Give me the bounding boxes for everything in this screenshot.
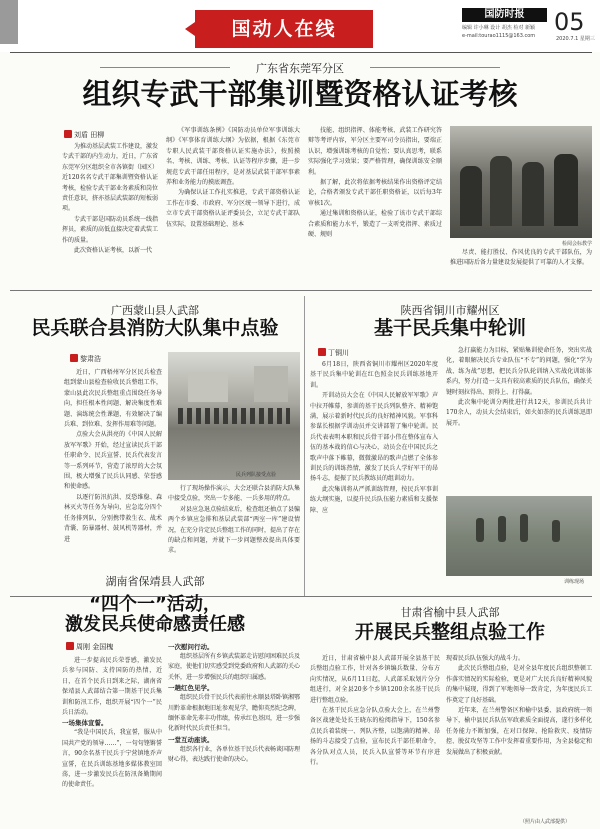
article2-photo — [168, 352, 300, 480]
article3-kicker: 陕西省铜川市耀州区 — [400, 304, 500, 317]
paragraph: 以逐行防汛抗洪、反恐维稳、森林灭火等任务为导向，应急迄分四个任务排列队，分别携带救生衣、战术背囊、防暴器材、鼓风机等器材，并进 — [64, 493, 162, 543]
byline-marker-icon — [64, 130, 72, 138]
page-number: 05 — [554, 8, 585, 36]
article1-col4 — [450, 248, 592, 284]
paragraph: 进一步提高民兵荣誉感，激发民兵参与国防、支持国防的热情，近日，在首个民兵日到来之际，湖南省保靖县人武部结合第一期基干民兵集训和防汛工作，组织开展“四个一”民兵日活动。 — [62, 657, 162, 717]
paragraph: 开训动员大会在《中国人民解放军军歌》声中拉开帷幕，参训的基干民兵列队整齐、精神饱满，展示着新时代民兵的良好精神风貌。军事科参谋长根据学训动员并交讲部署了集中轮训。民兵代表表明本职和民兵骨干部小伟在整体宣布入伍的基本战的信心与决心，动员会在中国民兵之歌声中落下帷幕，微微激昂的歌声点燃了全体参训民兵的训练热情，激发了民兵人学好军干的昂扬斗志，提振了民兵教练员的组训动力。 — [310, 392, 438, 483]
paragraph: 此次集训将从严抓训练管理，按民兵军事训练大纲实施，以提升民兵队伍能力素质和支援保障、应 — [310, 485, 438, 514]
paragraph: 专武干部是国防动员系统一线指挥员，素质的高低直接决定着武装工作的质量。 — [62, 215, 158, 244]
paragraph: 对县应急退点验结束后，检查组还抽点了县骗两个乡镇应急排和基层武装部“两室一库”建设情况，在充分肯定民兵整组工作的同时，提出了存在的缺点和问题，并就下一步问题整改提出具体要求。 — [168, 505, 300, 555]
section-divider — [10, 290, 592, 291]
paragraph: 近日，甘肃省榆中县人武部开展全县基干民兵整组点验工作，针对各乡镇编兵数量、分布方向实情况，从6月11日起，人武部采取划片分分组进行，对全县20多个乡镇1200余名基干民兵进行整组点验。 — [310, 655, 440, 704]
article3-author: 丁铜川 — [328, 349, 349, 357]
paragraph: “我是中国民兵，我宣誓，服从中国共产党的领导……”，一句句铿锵誓言，90余名基干民兵于宁营镇地乔声宣誓，在民兵训练基地多媒体教室回荡，进一步激发民兵在防汛备勤期间的使命责任。 — [62, 729, 162, 789]
kicker-rule-right — [370, 67, 500, 68]
article1-photo — [450, 126, 592, 238]
photo-building — [188, 372, 228, 402]
editors-line: 编辑 许小琳 设计 胡杰 检对 新颖 — [462, 25, 535, 31]
article1-col3 — [308, 126, 442, 282]
photo-figure — [490, 156, 512, 226]
article5-headline: 开展民兵整组点验工作 — [354, 621, 545, 643]
paragraph: 此次资格认证考核，以新一代 — [74, 247, 153, 255]
email-line: e-mail:tourao1115@163.com — [462, 33, 536, 39]
article1-headline: 组织专武干部集训暨资格认证考核 — [82, 77, 518, 111]
article1-col1 — [62, 142, 158, 282]
column-divider — [304, 296, 305, 596]
article3-col2 — [446, 346, 592, 496]
article1-author: 刘盾 田柳 — [74, 131, 105, 139]
article2-caption: 民兵列队接受点验 — [236, 472, 277, 478]
article4-col1 — [62, 656, 162, 826]
date-line: 2020.7.1 星期三 — [556, 36, 595, 42]
corner-bar — [0, 0, 18, 44]
paragraph: 急打赢能力为目标，紧贴集训使命任务，突出实战化，着眼解决民兵专业队伍“不专”的问题，强化“学为战、练为战”思想，把民兵分队轮训纳入实战化训练体系内，努力打造一支具有较高素质的民兵队伍，确保关键时刻拉得出、顶得上、打得赢。 — [446, 347, 592, 396]
photo-troops — [178, 408, 290, 424]
photo-building — [254, 366, 288, 402]
article2-byline — [70, 354, 101, 364]
paragraph: 据了解，此次将依据考核结果作出资格评定结论，合格者颁发专武干部任职资格证，以后每3年审核1次。 — [308, 179, 442, 207]
photo-figure — [498, 516, 506, 542]
article3-col1 — [310, 360, 438, 592]
paragraph: 行了现场操作演示，大会还联合县消防大队集中接受点验，突出一专多能、一兵多用的特点。 — [168, 485, 300, 503]
paragraph: 此次集中轮训分两批进行共12天，参训民兵共计170余人，动员大会结束后，如火如荼的民兵训练迅即展开。 — [446, 399, 592, 427]
article1-col2 — [166, 126, 300, 282]
article2-headline: 民兵联合县消防大队集中点验 — [31, 317, 279, 339]
article2-kicker: 广西蒙山县人武部 — [111, 304, 199, 317]
paragraph: 组织民兵骨干民兵代表前往永顺县塔卧镇湘鄂川黔革命根据地旧址参观见学，瞻仰英烈纪念碑，缅怀革命先辈丰功伟绩，传承红色基因，进一步强化新时代民兵责任担当。 — [168, 694, 300, 733]
photo-figure — [554, 154, 578, 226]
article4-headline-line2: 激发民兵使命感责任感 — [65, 614, 245, 635]
paragraph: 现着民兵队伍强大的战斗力。 — [446, 655, 525, 662]
article1-byline — [64, 130, 104, 140]
article2-author: 黎肃浩 — [80, 355, 101, 363]
article1-kicker: 广东省东莞军分区 — [256, 62, 344, 75]
byline-marker-icon — [66, 642, 74, 650]
article3-photo — [446, 496, 592, 576]
photo-figure — [552, 520, 560, 542]
paragraph: 近日，广西梧州军分区民兵检查组到蒙山县检查验收民兵整组工作，蒙山县此次民兵整组重点围绕任务导向，担任根本性问题、解决集度性难题、演练统会性课题，有效解决了编兵难、到位难、发挥作用难等问题。 — [64, 369, 162, 429]
photo-figure — [520, 514, 528, 542]
paragraph: 为确保认证工作扎实推进，专武干部资格认证工作在市委、市政府、军分区统一领导下进行，成立市专武干部资格认证评委员会，立足专武干部队伍实际，设置基础理论、基本 — [166, 189, 300, 228]
article5-kicker: 甘肃省榆中县人武部 — [400, 606, 500, 619]
subhead: 一次慰问行动。 — [168, 643, 214, 651]
newspaper-logo: 国防时报 — [462, 8, 547, 22]
paragraph: 在基干民兵应急分队点验大会上，在兰州警备区战建处处长王晓东的检阅指导下，150名参点民兵着装统一、列队齐整，以饱满的精神、昂扬的斗志接受了点验，宣布民兵干部任职命令，各分队对点人员，民兵入队宣誓等环节有序进行。 — [310, 707, 440, 767]
byline-marker-icon — [318, 348, 326, 356]
photo-figure — [476, 518, 484, 542]
article1-caption: 检阅会标教学 — [562, 241, 593, 247]
article5-col1 — [310, 654, 440, 826]
header-rule — [10, 52, 592, 53]
article4-byline — [66, 642, 113, 652]
article2-col1 — [64, 368, 162, 558]
article5-col2 — [446, 654, 592, 816]
paragraph: 6月18日，陕西省铜川市耀州区2020年度基干民兵集中轮训在红色照金民兵训练基地开训。 — [310, 361, 438, 389]
paragraph: 点验大会从洪亮的《中国人民解放军军歌》开始，经过宣读民兵干部任职命令、民兵宣誓、民兵代表发言等一系列环节，营造了浓厚的大会氛围，极大增强了民兵认同感、荣誉感和使命感。 — [64, 431, 162, 491]
paragraph: 近年来，在兰州警备区和榆中县委、县政府统一领导下，榆中县民兵队伍军政素质全面提高，遂行多样化任务能力不断加强，在对口保障、抢险救灾、疫情防控、脱贫攻坚等工作中发挥着重要作用，为全县稳定和发展做出了积极贡献。 — [446, 707, 592, 756]
photo-figure — [522, 162, 544, 226]
paragraph: 组织各行业，各单位基干民兵代表畅谈国防理财心得，表达践行使命的决心。 — [168, 745, 300, 764]
paragraph: 《军事训练条例》《国防动员单位军事训练大纲》《军事体育训练大纲》为依据，根据《东莞市专职人民武装干部资格认证实施办法》，按照摸名、考核、训练、考核、认证等程序步骤，进一步规范专武干部任用程序，是对基层武装干部军事素养和业务能力的摸底调查。 — [166, 127, 300, 187]
photo-figure — [460, 166, 482, 226]
paragraph: 通过集训和资格认证，检验了该市专武干部综合素质和能力水平，锻造了一支听党指挥、素质过硬、规则 — [308, 210, 442, 239]
article3-byline — [318, 348, 349, 358]
paragraph: 此次民兵整组点验，是对全县年度民兵组织整顿工作落实情况的实际检验，更是对广大民兵良好精神风貌的集中展现，得到了军地领导一致肯定，为年度民兵工作奠定了良好基础。 — [446, 665, 592, 704]
paragraph: 组织基层所有乡镇武装部走访慰问困难民兵及家庭，使他们切实感受到党委政府和人武部的关心关怀，进一步增强民兵的组织归属感。 — [168, 653, 300, 681]
article4-col2 — [168, 642, 300, 826]
subhead: 一场集体宣誓。 — [62, 719, 108, 728]
byline-marker-icon — [70, 354, 78, 362]
subhead: 一趟红色见学。 — [168, 684, 214, 693]
kicker-rule-left — [100, 67, 230, 68]
article2-col2 — [168, 484, 300, 560]
subhead: 一堂互动座谈。 — [168, 735, 214, 744]
article4-kicker: 湖南省保靖县人武部 — [105, 575, 205, 588]
article5-photo-credit: （照片由人武部提供） — [520, 819, 571, 825]
article3-caption: 训练现场 — [564, 579, 585, 585]
article3-headline: 基干民兵集中轮训 — [373, 317, 526, 339]
paragraph: 为推动基层武装工作建设，激发专武干部的内生动力，近日，广东省东莞军分区组织全市各镇街（园区）近120名名专武干部集训暨资格认证考核，检验专武干部业务素质和岗位责任意识，挤亦基层武装部的短板弱项。 — [62, 143, 158, 213]
article4-headline-line1: “四个一”活动， — [89, 594, 221, 615]
section-title: 国动人在线 — [195, 10, 373, 48]
paragraph: 技能、组织指挥、体能考核、武装工作研究答辩等考评内容，军分区主要军司令员指出，要端正认识，增强训练考核的自觉性；要认真思考，联系实际强化学习效果；要严格管理，确保训练安全顺利。 — [308, 127, 442, 176]
paragraph: 尽责、能打胜仗、作风优良的专武干部队伍，为推进国防后备力量建设发展提供了可靠的人才支撑。 — [450, 249, 592, 267]
article4-author: 周刚 金国槐 — [76, 643, 114, 651]
